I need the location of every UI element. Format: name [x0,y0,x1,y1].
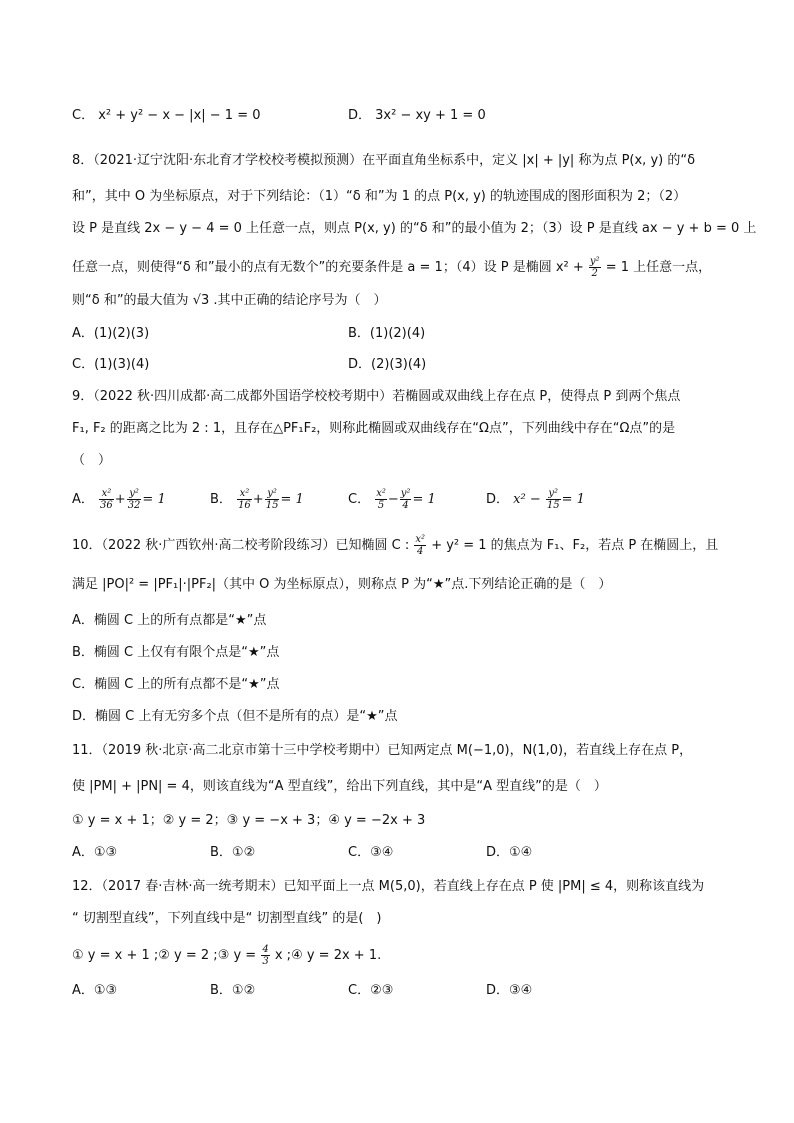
numerator: 4 [262,944,269,955]
numerator: y² [400,488,411,499]
option-label: A． [72,492,94,507]
q9-line-2: F₁, F₂ 的距离之比为 2 : 1，且存在△PF₁F₂，则称此椭圆或双曲线存在“Ω点”，下列曲线中存在“Ω点”的是 [72,421,676,436]
q8-line-4-text: 任意一点，则使得“δ 和”最小的点有无数个”的充要条件是 a = 1；（4）设 P 是椭圆 x² + [72,260,584,275]
fraction [99,488,114,511]
q7-option-c: C． x² + y² − x − |x| − 1 = 0 [72,108,261,123]
q8-line-1: 8．（2021·辽宁沈阳·东北育才学校校考模拟预测）在平面直角坐标系中，定义 |x| + |y| 称为点 P(x, y) 的“δ [72,153,696,168]
numerator: x² [415,534,426,545]
numerator: x² [237,488,252,500]
q9-option-a [72,488,166,511]
q8-line-2: 和”，其中 O 为坐标原点，对于下列结论：（1）“δ 和”为 1 的点 P(x, y) 的轨迹围成的图形面积为 2；（2） [72,189,687,204]
fraction [414,534,426,557]
equals: = 1 [412,492,436,507]
q8-option-a: A．(1)(2)(3) [72,326,150,341]
q11-line-3: ① y = x + 1；② y = 2；③ y = −x + 3；④ y = −2x + 3 [72,813,426,828]
q10-option-c: C．椭圆 C 上的所有点都不是“★”点 [72,677,280,692]
q7-option-d: D． 3x² − xy + 1 = 0 [348,108,486,123]
expression: x² − [513,492,541,507]
q10-option-b: B．椭圆 C 上仅有有限个点是“★”点 [72,645,280,660]
q11-option-b: B．①② [210,845,256,860]
fraction [127,488,142,511]
denominator: 32 [127,500,141,511]
q10-line-2: 满足 |PO|² = |PF₁|·|PF₂|（其中 O 为坐标原点），则称点 P 为“★”点.下列结论正确的是（ ） [72,577,612,592]
q10-option-d: D．椭圆 C 上有无穷多个点（但不是所有的点）是“★”点 [72,709,398,724]
q11-option-d: D．①④ [486,845,533,860]
q12-line-3-text: ① y = x + 1 ;② y = 2 ;③ y = [72,948,257,963]
q12-line-1: 12．（2017 春·吉林·高一统考期末）已知平面上一点 M(5,0)，若直线上存在点 P 使 |PM| ≤ 4，则称该直线为 [72,879,705,894]
q12-option-d: D．③④ [486,983,533,998]
fraction [375,488,387,511]
fraction [265,488,280,511]
q11-option-c: C．③④ [348,845,394,860]
q9-line-1: 9．（2022 秋·四川成都·高二成都外国语学校校考期中）若椭圆或双曲线上存在点 P，使得点 P 到两个焦点 [72,389,681,404]
operator: + [114,492,126,507]
denominator: 16 [238,500,251,511]
option-label: D． [486,492,510,507]
numerator: y² [127,488,142,500]
q12-line-3 [72,944,381,967]
q9-option-b [210,488,304,511]
q8-ellipse-fraction [589,256,601,279]
denominator: 15 [546,500,560,511]
q10-line-1-text: 10．（2022 秋·广西钦州·高二校考阶段练习）已知椭圆 C : [72,538,410,553]
operator: − [387,492,399,507]
q8-line-3: 设 P 是直线 2x − y − 4 = 0 上任意一点，则点 P(x, y) 的“δ 和”的最小值为 2；（3）设 P 是直线 ax − y + b = 0 上 [72,221,757,236]
numerator: x² [99,488,114,500]
q12-option-c: C．②③ [348,983,394,998]
option-label: B． [210,492,232,507]
denominator: 3 [262,956,269,967]
q11-line-2: 使 |PM| + |PN| = 4，则该直线为“A 型直线”，给出下列直线，其中是“A 型直线”的是（ ） [72,779,607,794]
equals: = 1 [142,492,166,507]
denominator: 2 [591,268,598,279]
q12-line-2: “ 切割型直线”，下列直线中是“ 切割型直线” 的是( ) [72,911,382,926]
numerator: y² [589,256,600,267]
equals: = 1 [280,492,304,507]
equals: = 1 [561,492,585,507]
q11-line-1: 11．（2019 秋·北京·高二北京市第十三中学校考期中）已知两定点 M(−1,0)，N(1,0)，若直线上存在点 P， [72,743,693,758]
fraction [237,488,252,511]
q8-line-4-tail: = 1 上任意一点， [605,260,712,275]
option-label: C． [348,492,371,507]
operator: + [252,492,264,507]
q10-line-1-tail: + y² = 1 的焦点为 F₁、F₂，若点 P 在椭圆上，且 [431,538,719,553]
fraction [546,488,561,511]
q10-line-1 [72,534,718,557]
q8-line-5: 则“δ 和”的最大值为 √3 .其中正确的结论序号为（ ） [72,293,387,308]
q8-line-4 [72,256,711,279]
q12-option-b: B．①② [210,983,256,998]
denominator: 4 [417,546,424,557]
q11-option-a: A．①③ [72,845,118,860]
denominator: 36 [100,500,113,511]
denominator: 15 [265,500,279,511]
numerator: x² [376,488,386,499]
q9-option-c [348,488,436,511]
denominator: 5 [377,500,385,511]
q12-option-a: A．①③ [72,983,118,998]
numerator: y² [265,488,280,500]
q9-line-3: （ ） [72,453,112,468]
q10-option-a: A．椭圆 C 上的所有点都是“★”点 [72,613,267,628]
q8-option-b: B．(1)(2)(4) [348,326,426,341]
denominator: 4 [402,500,409,511]
q12-line-3-tail: x ;④ y = 2x + 1. [274,948,382,963]
q8-option-c: C．(1)(3)(4) [72,357,150,372]
q8-option-d: D．(2)(3)(4) [348,357,427,372]
fraction [261,944,269,967]
numerator: y² [546,488,561,500]
q9-option-d [486,488,585,511]
fraction [400,488,412,511]
